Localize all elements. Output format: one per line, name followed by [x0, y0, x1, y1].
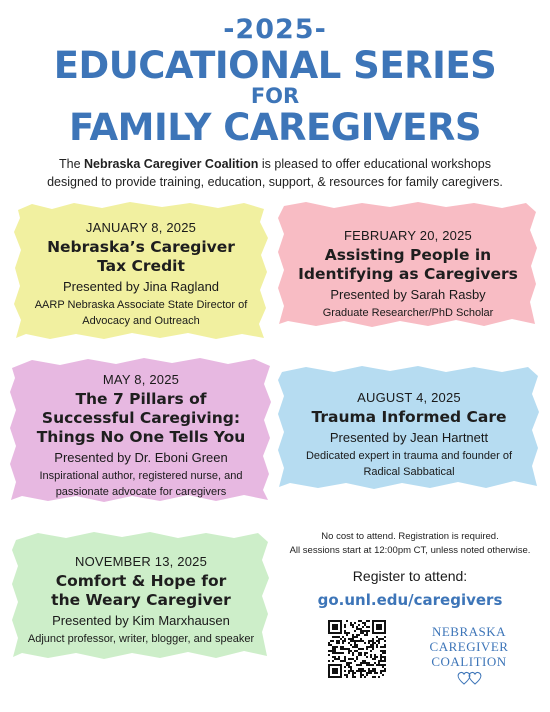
role-line: Advocacy and Outreach: [82, 315, 200, 327]
hearts-icon: [456, 670, 484, 686]
session-date: MAY 8, 2025: [102, 372, 180, 387]
series-title-line-1: EDUCATIONAL SERIES: [53, 44, 497, 87]
session-presenter-role: [276, 448, 542, 480]
qr-code-icon[interactable]: [328, 620, 386, 678]
session-presenter: Presented by Sarah Rasby: [330, 287, 486, 302]
session-title: [276, 408, 542, 427]
logo-word: NEBRASKA: [431, 624, 507, 639]
session-card-february: [276, 200, 540, 330]
session-presenter-role: [12, 297, 270, 329]
session-title-line: The 7 Pillars of: [75, 390, 207, 408]
session-presenter: Presented by Jina Ragland: [62, 279, 220, 294]
session-presenter-role: [10, 631, 272, 647]
intro-paragraph: [30, 155, 520, 191]
logo-word: CAREGIVER: [429, 639, 509, 654]
logo-word: COALITION: [431, 654, 507, 669]
registration-link[interactable]: go.unl.edu/caregivers: [317, 591, 503, 609]
session-title-line: the Weary Caregiver: [51, 591, 231, 609]
session-presenter: Presented by Jean Hartnett: [329, 430, 489, 445]
session-title-line: Successful Caregiving:: [41, 409, 241, 427]
intro-org-name: Nebraska Caregiver Coalition: [84, 157, 259, 171]
start-time-note: All sessions start at 12:00pm CT, unless noted otherwise.: [289, 545, 531, 556]
session-date: FEBRUARY 20, 2025: [344, 228, 472, 243]
session-title: [276, 246, 540, 284]
role-line: AARP Nebraska Associate State Director of: [34, 299, 248, 311]
coalition-logo: [414, 624, 524, 669]
session-card-may: [8, 356, 274, 504]
session-card-november: [10, 530, 272, 662]
intro-line2: designed to provide training, education, support, & resources for family caregivers.: [47, 175, 503, 189]
session-date: AUGUST 4, 2025: [357, 390, 461, 405]
cost-note: No cost to attend. Registration is required.: [321, 531, 499, 542]
session-title-line: Comfort & Hope for: [55, 572, 227, 590]
role-line: Dedicated expert in trauma and founder of: [305, 450, 513, 462]
role-line: Graduate Researcher/PhD Scholar: [322, 307, 494, 319]
session-title: [12, 238, 270, 276]
session-title: [8, 390, 274, 447]
session-presenter-role: [8, 468, 274, 500]
session-card-january: [12, 200, 270, 342]
register-label: Register to attend:: [352, 568, 468, 584]
session-date: JANUARY 8, 2025: [85, 220, 197, 235]
series-title-line-2: FAMILY CAREGIVERS: [69, 106, 481, 149]
role-line: Inspirational author, registered nurse, and: [39, 470, 243, 482]
role-line: passionate advocate for caregivers: [55, 486, 227, 498]
session-title-line: Assisting People in: [324, 246, 492, 264]
series-year: -2025-: [223, 14, 327, 45]
intro-line1-rest: is pleased to offer educational workshops: [258, 157, 491, 171]
session-title-line: Nebraska’s Caregiver: [47, 238, 235, 256]
series-title-for: FOR: [250, 84, 300, 108]
session-presenter-role: [276, 305, 540, 321]
session-card-august: [276, 364, 542, 492]
session-presenter: Presented by Dr. Eboni Green: [54, 450, 228, 465]
session-title-line: Tax Credit: [97, 257, 185, 275]
role-line: Adjunct professor, writer, blogger, and speaker: [27, 633, 255, 645]
intro-prefix: The: [59, 157, 85, 171]
session-title-line: Things No One Tells You: [36, 428, 246, 446]
session-date: NOVEMBER 13, 2025: [74, 554, 208, 569]
role-line: Radical Sabbatical: [363, 466, 455, 478]
session-title-line: Trauma Informed Care: [311, 408, 507, 426]
session-title-line: Identifying as Caregivers: [298, 265, 518, 283]
session-presenter: Presented by Kim Marxhausen: [52, 613, 230, 628]
session-title: [10, 572, 272, 610]
